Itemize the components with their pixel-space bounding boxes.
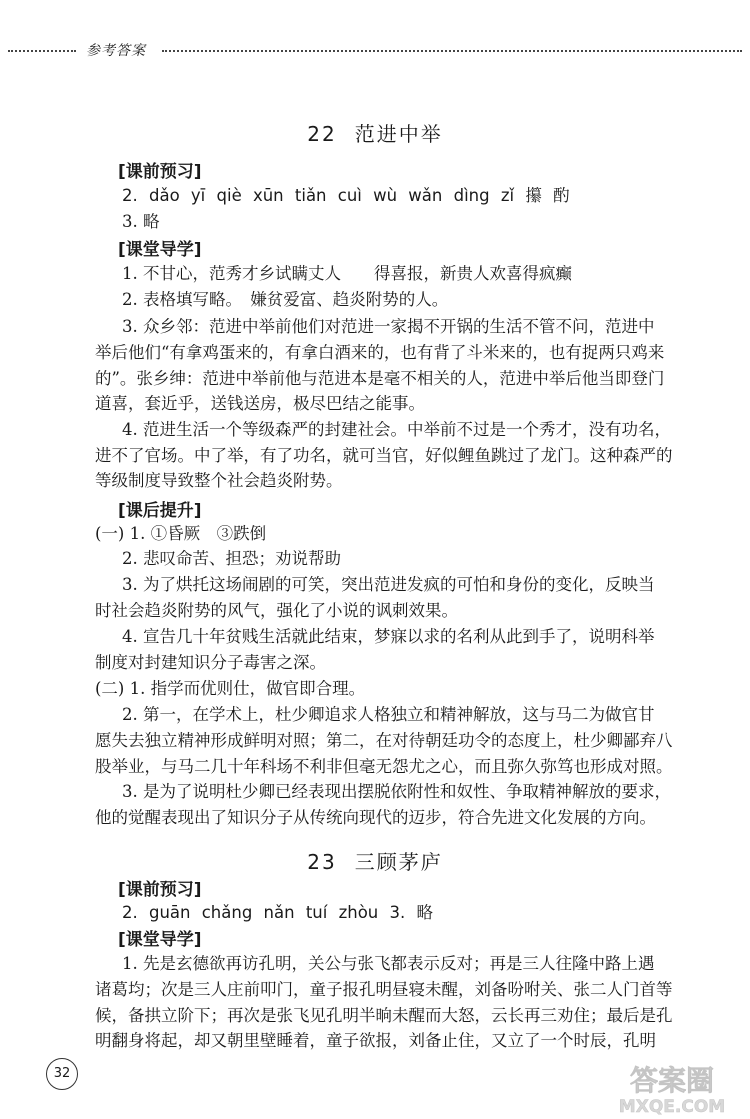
answer-line: 制度对封建知识分子毒害之深。 — [95, 653, 326, 672]
section-heading: [课堂导学] — [118, 240, 202, 260]
header-label: 参考答案 — [86, 43, 146, 59]
watermark-logo — [600, 1058, 745, 1116]
answer-line: 诸葛均；次是三人庄前叩门，童子报孔明昼寝未醒，刘备吩咐关、张二人门首等 — [95, 980, 673, 999]
answer-line: 股举业，与马二几十年科场不利非但毫无怨尤之心，而且弥久弥笃也形成对照。 — [95, 757, 673, 776]
section-heading: [课堂导学] — [118, 930, 202, 950]
answer-line: 4. 范进生活一个等级森严的封建社会。中举前不过是一个秀才，没有功名， — [122, 420, 671, 439]
answer-line: 等级制度导致整个社会趋炎附势。 — [95, 471, 343, 490]
answer-line: 3. 为了烘托这场闹剧的可笑，突出范进发疯的可怕和身份的变化，反映当 — [122, 575, 655, 594]
answer-line: (二) 1. 指学而优则仕，做官即合理。 — [95, 679, 366, 698]
answer-line: 1. 先是玄德欲再访孔明，关公与张飞都表示反对；再是三人往隆中路上遇 — [122, 954, 655, 973]
answer-line: 他的觉醒表现出了知识分子从传统向现代的迈步，符合先进文化发展的方向。 — [95, 808, 656, 827]
answer-line: 明翻身将起，却又朝里壁睡着，童子欲报，刘备止住，又立了一个时辰，孔明 — [95, 1031, 656, 1050]
header-dotted-rule-left — [8, 50, 76, 52]
lesson-title-text: 范进中举 — [354, 122, 443, 146]
answer-line: 1. 不甘心，范秀才乡试瞒丈人 得喜报，新贵人欢喜得疯癫 — [122, 264, 572, 283]
header-dotted-rule-right — [162, 50, 742, 52]
lesson-number: 22 — [307, 122, 337, 146]
answer-line: 3. 众乡邻：范进中举前他们对范进一家揭不开锅的生活不管不问，范进中 — [122, 317, 655, 336]
watermark-line2: MXQE.COM — [618, 1097, 726, 1116]
answer-line: 3. 略 — [122, 212, 160, 231]
page-header — [0, 40, 750, 60]
lesson-number: 23 — [307, 850, 337, 874]
lesson-22-title — [0, 118, 750, 147]
answer-line: 道喜，套近乎，送钱送房，极尽巴结之能事。 — [95, 394, 425, 413]
answer-line: (一) 1. ①昏厥 ③跌倒 — [95, 524, 267, 543]
answer-line: 愿失去独立精神形成鲜明对照；第二，在对待朝廷功令的态度上，杜少卿鄙弃八 — [95, 731, 673, 750]
answer-line: 举后他们“有拿鸡蛋来的，有拿白酒来的，也有背了斗米来的，也有捉两只鸡来 — [95, 343, 665, 362]
answer-line: 3. 是为了说明杜少卿已经表现出摆脱依附性和奴性、争取精神解放的要求， — [122, 782, 671, 801]
answer-line: 4. 宣告几十年贫贱生活就此结束，梦寐以求的名利从此到手了，说明科举 — [122, 627, 655, 646]
answer-line: 时社会趋炎附势的风气，强化了小说的讽刺效果。 — [95, 601, 458, 620]
answer-line: 2. 第一，在学术上，杜少卿追求人格独立和精神解放，这与马二为做官甘 — [122, 705, 655, 724]
answer-line: 进不了官场。中了举，有了功名，就可当官，好似鲤鱼跳过了龙门。这种森严的 — [95, 446, 673, 465]
answer-line: 2. guān chǎng nǎn tuí zhòu 3. 略 — [122, 903, 433, 922]
answer-line: 2. dǎo yī qiè xūn tiǎn cuì wù wǎn dìng zǐ 攥 酌 — [122, 186, 570, 205]
lesson-23-title — [0, 846, 750, 875]
page-number: 32 — [46, 1058, 78, 1090]
answer-line: 2. 表格填写略。 嫌贫爱富、趋炎附势的人。 — [122, 290, 449, 309]
lesson-title-text: 三顾茅庐 — [354, 850, 443, 874]
section-heading: [课前预习] — [118, 880, 202, 900]
section-heading: [课前预习] — [118, 162, 202, 182]
answer-line: 2. 悲叹命苦、担恐；劝说帮助 — [122, 549, 341, 568]
section-heading: [课后提升] — [118, 501, 202, 521]
answer-line: 的”。张乡绅：范进中举前他与范进本是毫不相关的人，范进中举后他当即登门 — [95, 369, 665, 388]
answer-line: 候，备拱立阶下；再次是张飞见孔明半晌未醒而大怒，云长再三劝住；最后是孔 — [95, 1006, 673, 1025]
watermark-line1: 答案圈 — [629, 1064, 715, 1097]
